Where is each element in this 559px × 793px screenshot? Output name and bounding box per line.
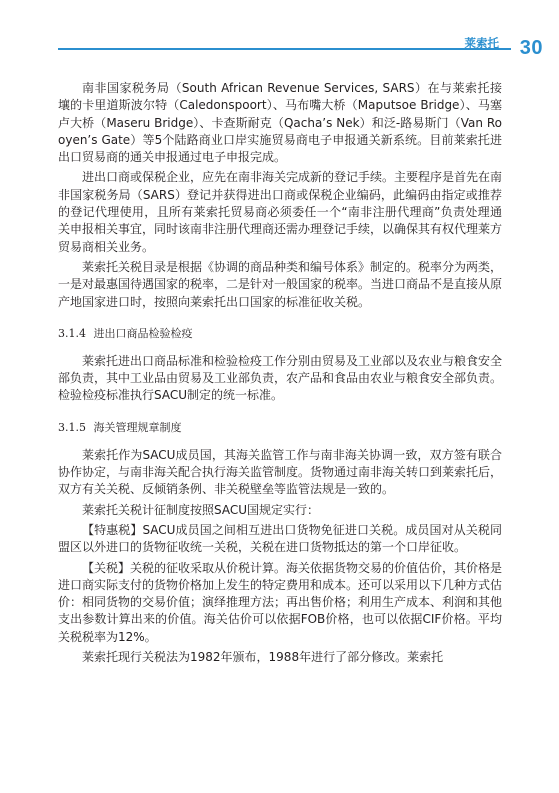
paragraph-sars-electronic-declaration: 南非国家税务局（South African Revenue Services, SARS）在与莱索托接壤的卡里道斯波尔特（Caledonspoort）、马布嘴大桥（Maputsoe Bridge）、马塞卢大桥（Maseru Bridge）、卡查斯耐克（Qacha’s Nek）和泛-路易斯门（Van Rooyen’s Gate）等5个陆路商业口岸实施贸易商电子申报通关新系统。目前莱索托进出口贸易商的通关申报通过电子申报完成。	[58, 81, 502, 165]
paragraph-inspection-standards: 莱索托进出口商品标准和检验检疫工作分别由贸易及工业部以及农业与粮食安全部负责，其中工业品由贸易及工业部负责，农产品和食品由农业与粮食安全部负责。检验检疫标准执行SACU制定的统一标准。	[58, 353, 503, 403]
paragraph-registration-procedure: 进出口商或保税企业，应先在南非海关完成新的登记手续。主要程序是首先在南非国家税务局（SARS）登记并获得进出口商或保税企业编码，此编码由指定或推荐的登记代理使用，且所有莱索托贸易商必须委任一个“南非注册代理商”负责处理通关申报相关事宜，同时该南非注册代理商还需办理登记手续，以确保其有权代理莱方贸易商相关业务。	[58, 170, 503, 254]
section-number: 3.1.4	[58, 326, 86, 340]
section-title: 进出口商品检验检疫	[93, 326, 193, 340]
page-body	[58, 80, 502, 666]
section-title: 海关管理规章制度	[93, 420, 182, 434]
page-number: 30	[519, 37, 543, 59]
section-heading-customs-rules	[58, 419, 502, 435]
running-title: 莱索托	[464, 36, 499, 50]
paragraph-preferential-tax: 【特惠税】SACU成员国之间相互进出口货物免征进口关税。成员国对从关税同盟区以外进口的货物征收统一关税，关税在进口货物抵达的第一个口岸征收。	[58, 522, 502, 555]
section-heading-inspection	[58, 325, 502, 341]
paragraph-tariff-system-intro: 莱索托关税计征制度按照SACU国规定实行：	[82, 502, 320, 517]
paragraph-customs-duty: 【关税】关税的征收采取从价税计算。海关依据货物交易的价值估价，其价格是进口商实际支付的货物价格加上发生的特定费用和成本。还可以采用以下几种方式估价：相同货物的交易价值；演绎推理方法；再出售价格；利用生产成本、利润和其他支出参数计算出来的价值。海关估价可以依据FOB价格，也可以依据CIF价格。平均关税税率为12%。	[58, 560, 503, 644]
header-rule	[58, 48, 511, 50]
paragraph-tariff-schedule: 莱索托关税目录是根据《协调的商品种类和编号体系》制定的。税率分为两类，一是对最惠国待遇国家的税率，二是针对一般国家的税率。当进口商品不是直接从原产地国家进口时，按照向莱索托出口国家的标准征收关税。	[58, 259, 503, 309]
section-number: 3.1.5	[58, 420, 86, 434]
paragraph-sacu-coordination: 莱索托作为SACU成员国，其海关监管工作与南非海关协调一致，双方签有联合协作协定，与南非海关配合执行海关监管制度。货物通过南非海关转口到莱索托后，双方有关关税、反倾销条例、非关税壁垒等监管法规是一致的。	[58, 447, 503, 497]
paragraph-tariff-law: 莱索托现行关税法为1982年颁布，1988年进行了部分修改。莱索托	[82, 650, 444, 665]
